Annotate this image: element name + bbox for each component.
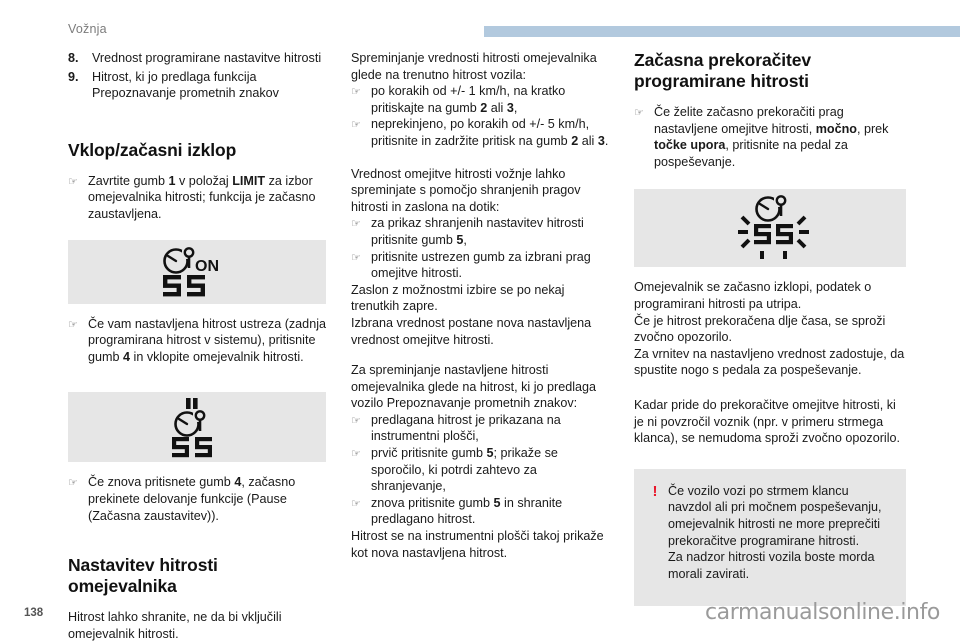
list-item-label: predlagana hitrost je prikazana na instrumentni plošči,: [371, 412, 561, 444]
hand-pointer-icon: ☞: [351, 86, 361, 99]
warning-text-line-1: Če vozilo vozi po strmem klancu navzdol ali pri močnem pospeševanju, omejevalnik hitrosti ne more preprečiti prekoračitve programirane hitrosti.: [668, 483, 882, 548]
image-panel-limiter-flashing: [634, 189, 906, 267]
paragraph-nastavitev: Hitrost lahko shranite, ne da bi vključili omejevalnik hitrosti.: [68, 610, 282, 641]
list-item-number: 8.: [68, 51, 79, 65]
paragraph-release-pedal: Za vrnitev na nastavljeno vrednost zadostuje, da spustite nogo s pedala za pospeševanje.: [634, 346, 905, 378]
list-item-label: prvič pritisnite gumb 5; prikaže se sporočilo, ki potrdi zahtevo za shranjevanje,: [371, 446, 558, 494]
speed-limiter-flashing-icon: [710, 195, 830, 261]
list-item: [351, 495, 609, 528]
list-item: [351, 445, 609, 495]
bullet-list-pause: [68, 474, 326, 524]
bullet-list-steps: [351, 83, 609, 149]
list-item: [68, 173, 326, 223]
exclamation-icon: !: [652, 482, 658, 500]
bullet-list-override: [634, 104, 906, 170]
image-panel-limiter-on: [68, 240, 326, 304]
list-item: [68, 316, 326, 366]
section-heading-prekoracitev: Začasna prekoračitev programirane hitrosti: [634, 50, 811, 91]
list-item-label: Če znova pritisnete gumb 4, začasno prekinete delovanje funkcije (Pause (Začasna zaustavitev)).: [88, 475, 296, 523]
list-item: [68, 69, 326, 102]
paragraph-intro-1: Spreminjanje vrednosti hitrosti omejevalnika glede na trenutno hitrost vozila:: [351, 51, 597, 82]
list-item-number: 9.: [68, 69, 79, 84]
hand-pointer-icon: ☞: [68, 477, 78, 490]
list-item-label: pritisnite ustrezen gumb za izbrani prag omejitve hitrosti.: [371, 249, 591, 281]
paragraph-limiter-off: Omejevalnik se začasno izklopi, podatek o programirani hitrosti pa utripa.: [634, 280, 872, 311]
hand-pointer-icon: ☞: [68, 175, 78, 188]
list-item: [351, 116, 609, 149]
list-item-label: neprekinjeno, po korakih od +/- 5 km/h, pritisnite in zadržite pritisk na gumb 2 ali 3.: [371, 117, 609, 148]
paragraph-intro-3: Za spreminjanje nastavljene hitrosti omejevalnika glede na hitrost, ki jo predlaga vozilo Prepoznavanje prometnih znakov:: [351, 363, 597, 411]
column-left: [68, 50, 326, 642]
paragraph-new-speed-shown: Hitrost se na instrumentni plošči takoj prikaže kot nova nastavljena hitrost.: [351, 529, 604, 560]
paragraph-screen-closes: Zaslon z možnostmi izbire se po nekaj trenutkih zapre.: [351, 282, 565, 314]
hand-pointer-icon: ☞: [351, 119, 361, 132]
list-item-label: za prikaz shranjenih nastavitev hitrosti pritisnite gumb 5,: [371, 216, 584, 247]
bullet-list-traffic-sign: [351, 412, 609, 528]
hand-pointer-icon: ☞: [351, 414, 361, 427]
page-header: [0, 0, 960, 48]
bullet-list-confirm: [68, 316, 326, 366]
column-middle: [351, 50, 609, 561]
list-item: [351, 412, 609, 445]
paragraph-audio-warning: Če je hitrost prekoračena dlje časa, se sproži zvočno opozorilo.: [634, 313, 886, 345]
list-item-label: Če želite začasno prekoračiti prag nastavljene omejitve hitrosti, močno, prek točke upora, pritisnite na pedal za pospeševanje.: [654, 105, 889, 169]
bullet-list-vklop: [68, 173, 326, 223]
warning-text-line-2: Za nadzor hitrosti vozila boste morda morali zavirati.: [668, 550, 875, 581]
image-panel-limiter-paused: [68, 392, 326, 462]
paragraph-uncontrolled-overspeed: Kadar pride do prekoračitve omejitve hitrosti, ki je ni povzročil voznik (npr. v primeru strmega klanca), se nemudoma sproži zvočno opozorilo.: [634, 397, 900, 446]
hand-pointer-icon: ☞: [351, 251, 361, 264]
hand-pointer-icon: ☞: [634, 107, 644, 119]
list-item: [351, 83, 609, 116]
list-item: [68, 50, 326, 67]
warning-box: [634, 469, 906, 607]
page-header-title: Vožnja: [68, 22, 107, 36]
header-accent-bar: [484, 26, 960, 37]
watermark: carmanualsonline.info: [704, 600, 940, 625]
speed-limiter-pause-icon: [157, 396, 237, 458]
section-heading-nastavitev: Nastavitev hitrosti omejevalnika: [68, 555, 218, 597]
paragraph-intro-2: Vrednost omejitve hitrosti vožnje lahko spreminjate s pomočjo shranjenih pragov hitrosti in zaslona na dotik:: [351, 166, 581, 214]
blink-rays: [738, 217, 809, 259]
hand-pointer-icon: ☞: [351, 448, 361, 461]
list-item-label: Zavrtite gumb 1 v položaj LIMIT za izbor omejevalnika hitrosti; funkcija je začasno zaustavljena.: [88, 173, 316, 221]
list-item: [351, 215, 609, 248]
list-item: [634, 104, 906, 170]
bullet-list-thresholds: [351, 215, 609, 281]
numbered-list: [68, 50, 326, 102]
section-heading-vklop: Vklop/začasni izklop: [68, 139, 237, 160]
speed-limiter-on-icon: [145, 246, 249, 298]
page-number: 138: [24, 607, 44, 619]
list-item-label: Vrednost programirane nastavitve hitrosti: [92, 51, 322, 65]
list-item-label: znova pritisnite gumb 5 in shranite predlagano hitrost.: [371, 495, 563, 527]
list-item-label: po korakih od +/- 1 km/h, na kratko pritiskajte na gumb 2 ali 3,: [371, 84, 566, 115]
warning-text: [668, 483, 890, 583]
column-right: [634, 50, 906, 606]
hand-pointer-icon: ☞: [351, 218, 361, 231]
svg-text:ON: ON: [195, 257, 219, 275]
list-item: [351, 249, 609, 282]
hand-pointer-icon: ☞: [351, 497, 361, 510]
list-item-label: Če vam nastavljena hitrost ustreza (zadnja programirana hitrost v sistemu), pritisnite gumb 4 in vklopite omejevalnik hitrosti.: [88, 316, 326, 364]
hand-pointer-icon: ☞: [68, 318, 78, 331]
list-item-label: Hitrost, ki jo predlaga funkcija Prepoznavanje prometnih znakov: [92, 69, 279, 101]
paragraph-new-value: Izbrana vrednost postane nova nastavljena vrednost omejitve hitrosti.: [351, 315, 592, 347]
list-item: [68, 474, 326, 524]
